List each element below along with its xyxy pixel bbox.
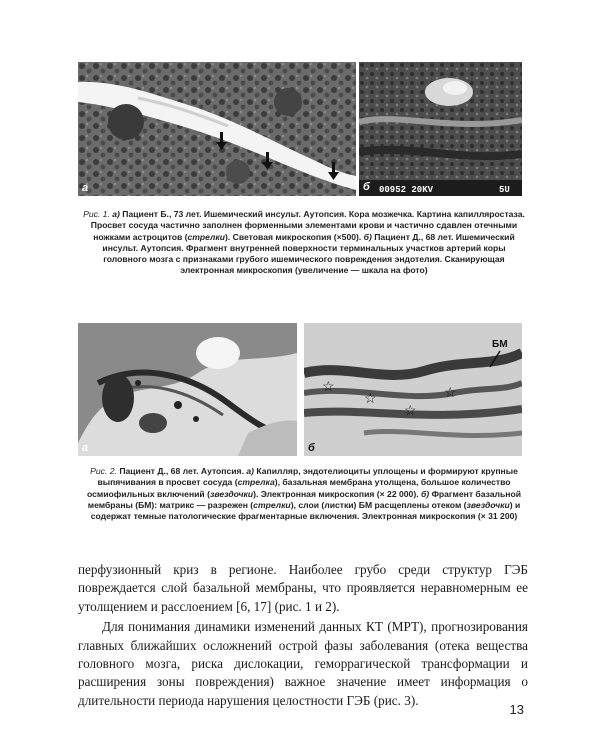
caption-label: Рис. 1. (83, 209, 110, 219)
scale-bar-text: 00952 20KV (379, 185, 434, 195)
panel-letter: а (82, 442, 89, 454)
paragraph: перфузионный криз в регионе. Наиболее грубо среди структур ГЭБ повреждается слой базальной мембраны, что проявляется неравномерным ее утолщением и расслоением [6, 17] (рис. 1 и 2). (78, 562, 528, 614)
bm-label: БМ (492, 339, 508, 350)
figure1-caption: Рис. 1. а) Пациент Б., 73 лет. Ишемический инсульт. Аутопсия. Кора мозжечка. Картина капилляростаза. Просвет сосуда частично заполнен форменными элементами крови и частично сдавлен отечными ножками астроцитов (стрелки). Световая микроскопия (×500). б) Пациент Д., 68 лет. Ишемический инсульт. Аутопсия. Фрагмент внутренней поверхности терминальных участков артерий коры головного мозга с признаками грубого ишемического повреждения эндотелия. Сканирующая электронная микроскопия (увеличение — шкала на фото) (83, 209, 525, 276)
panel-letter: а (82, 182, 89, 194)
caption-label: Рис. 2. (90, 466, 117, 476)
figure1-panel-b (359, 62, 522, 196)
asterisk-marker: ☆ (444, 386, 457, 401)
electron-microscopy-image (78, 323, 297, 456)
figure2-panel-b (304, 323, 522, 456)
electron-microscopy-image (304, 323, 522, 456)
panel-letter: б (308, 442, 315, 454)
body-text (78, 561, 528, 710)
asterisk-marker: ☆ (322, 380, 335, 395)
light-microscopy-image (78, 62, 356, 196)
asterisk-marker: ☆ (404, 404, 417, 419)
figure2-panel-a (78, 323, 297, 456)
paragraph: Для понимания динамики изменений данных КТ (МРТ), прогнозирования главных ближайших осложнений острой фазы заболевания (отека вещества головного мозга, риска дислокации, геморрагической трансформации и расширения зоны повреждения) важное значение имеет информация о длительности периода нарушения целостности ГЭБ (рис. 3). (78, 619, 528, 708)
figure1-panel-a (78, 62, 356, 196)
scale-bar-unit: 5U (499, 185, 510, 195)
page-number: 13 (509, 702, 524, 717)
panel-letter: б (363, 181, 370, 193)
scanning-em-image (359, 62, 522, 196)
asterisk-marker: ☆ (364, 392, 377, 407)
figure2-caption: Рис. 2. Пациент Д., 68 лет. Аутопсия. а) Капилляр, эндотелиоциты уплощены и формируют крупные выпячивания в просвет сосуда (стрелка), базальная мембрана утолщена, большое количество осмиофильных включений (звездочки). Электронная микроскопия (× 22 000). б) Фрагмент базальной мембраны (БМ): матрикс — разрежен (стрелки), слои (листки) БМ расщеплены отеком (звездочки) и содержат темные патологические фрагментарные включения. Электронная микроскопия (× 31 200) (86, 466, 522, 522)
